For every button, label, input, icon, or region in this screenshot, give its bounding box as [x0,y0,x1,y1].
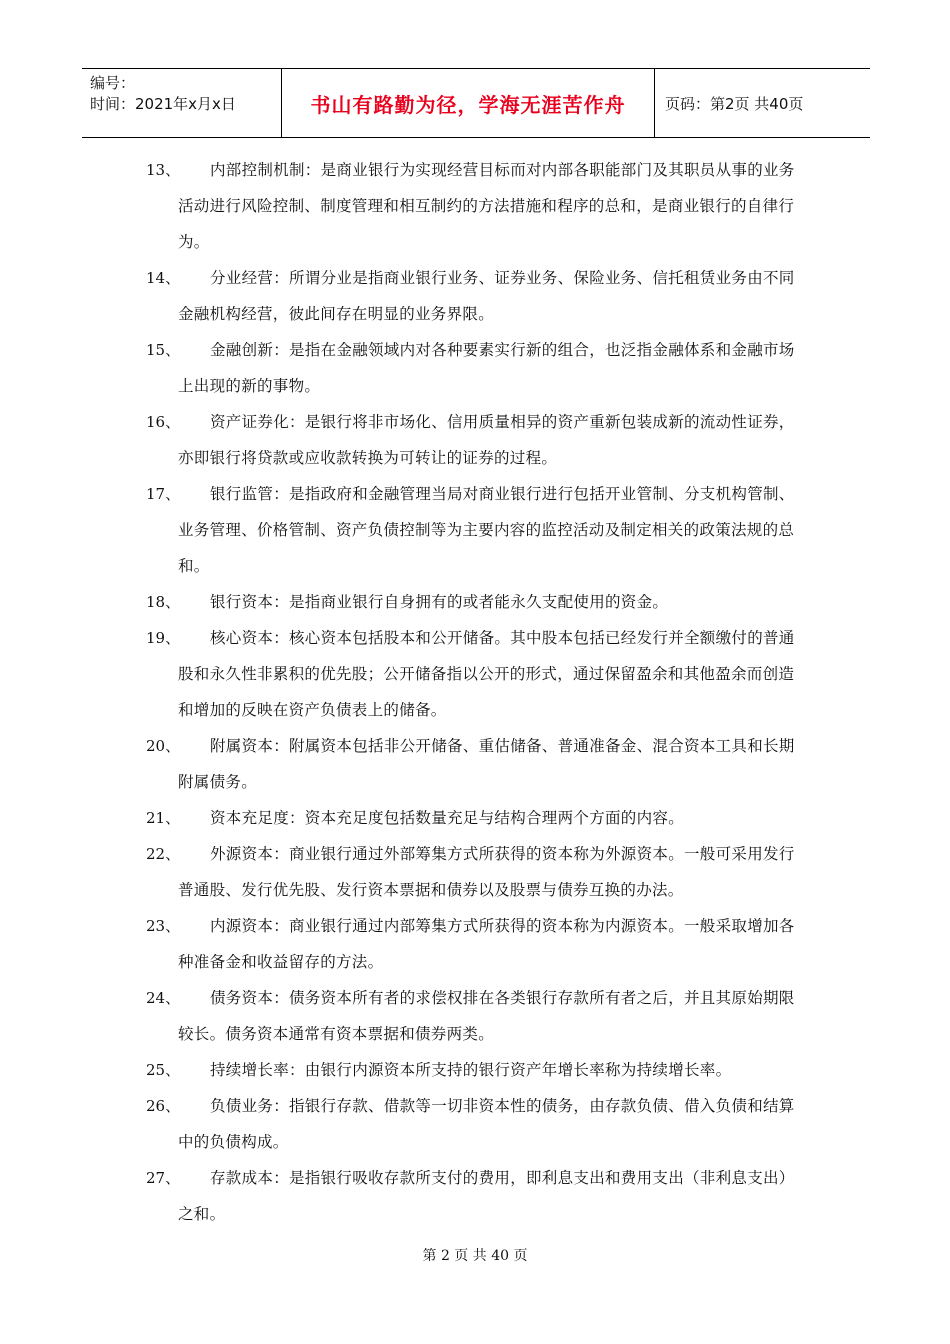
document-header [82,68,870,138]
list-item [0,260,950,332]
entry-number: 27、 [146,1169,181,1187]
list-item [0,620,950,728]
entry-number: 23、 [146,917,181,935]
list-item [0,728,950,800]
entry-number: 16、 [146,413,181,431]
list-item [0,1160,950,1232]
header-left-cell [82,69,282,137]
entry-list [0,152,950,1232]
entry-text: 内部控制机制：是商业银行为实现经营目标而对内部各职能部门及其职员从事的业务活动进行风险控制、制度管理和相互制约的方法措施和程序的总和，是商业银行的自律行为。 [178,161,795,251]
entry-text: 核心资本：核心资本包括股本和公开储备。其中股本包括已经发行并全额缴付的普通股和永久性非累积的优先股；公开储备指以公开的形式，通过保留盈余和其他盈余而创造和增加的反映在资产负债表上的储备。 [178,629,795,719]
entry-number: 22、 [146,845,181,863]
entry-text: 金融创新：是指在金融领域内对各种要素实行新的组合，也泛指金融体系和金融市场上出现的新的事物。 [178,341,795,395]
entry-number: 20、 [146,737,181,755]
entry-text: 附属资本：附属资本包括非公开储备、重估储备、普通准备金、混合资本工具和长期附属债务。 [178,737,795,791]
entry-number: 17、 [146,485,181,503]
entry-text: 持续增长率：由银行内源资本所支持的银行资产年增长率称为持续增长率。 [210,1061,732,1079]
entry-number: 21、 [146,809,181,827]
time-label: 时间：2021年x月x日 [90,95,236,113]
entry-number: 19、 [146,629,181,647]
entry-text: 资本充足度：资本充足度包括数量充足与结构合理两个方面的内容。 [210,809,685,827]
list-item [0,332,950,404]
entry-text: 负债业务：指银行存款、借款等一切非资本性的债务，由存款负债、借入负债和结算中的负债构成。 [178,1097,795,1151]
page-footer: 第 2 页 共 40 页 [422,1248,528,1264]
list-item [0,1052,950,1088]
entry-text: 外源资本：商业银行通过外部筹集方式所获得的资本称为外源资本。一般可采用发行普通股、发行优先股、发行资本票据和债券以及股票与债券互换的办法。 [178,845,795,899]
entry-number: 18、 [146,593,181,611]
list-item [0,152,950,260]
list-item [0,800,950,836]
entry-text: 分业经营：所谓分业是指商业银行业务、证券业务、保险业务、信托租赁业务由不同金融机构经营，彼此间存在明显的业务界限。 [178,269,795,323]
header-motto: 书山有路勤为径，学海无涯苦作舟 [282,69,655,137]
entry-text: 银行监管：是指政府和金融管理当局对商业银行进行包括开业管制、分支机构管制、业务管理、价格管制、资产负债控制等为主要内容的监控活动及制定相关的政策法规的总和。 [178,485,795,575]
entry-number: 14、 [146,269,181,287]
list-item [0,404,950,476]
code-label: 编号： [90,74,136,92]
entry-number: 13、 [146,161,181,179]
entry-number: 26、 [146,1097,181,1115]
entry-text: 资产证券化：是银行将非市场化、信用质量相异的资产重新包装成新的流动性证券，亦即银行将贷款或应收款转换为可转让的证券的过程。 [178,413,795,467]
header-page-info: 页码：第2页 共40页 [665,94,804,113]
entry-text: 债务资本：债务资本所有者的求偿权排在各类银行存款所有者之后，并且其原始期限较长。债务资本通常有资本票据和债券两类。 [178,989,795,1043]
entry-number: 24、 [146,989,181,1007]
list-item [0,836,950,908]
list-item [0,476,950,584]
entry-number: 15、 [146,341,181,359]
entry-text: 内源资本：商业银行通过内部筹集方式所获得的资本称为内源资本。一般采取增加各种准备金和收益留存的方法。 [178,917,795,971]
list-item [0,1088,950,1160]
entry-number: 25、 [146,1061,181,1079]
entry-text: 银行资本：是指商业银行自身拥有的或者能永久支配使用的资金。 [210,593,669,611]
list-item [0,908,950,980]
list-item [0,584,950,620]
entry-text: 存款成本：是指银行吸收存款所支付的费用，即利息支出和费用支出（非利息支出）之和。 [178,1169,795,1223]
list-item [0,980,950,1052]
